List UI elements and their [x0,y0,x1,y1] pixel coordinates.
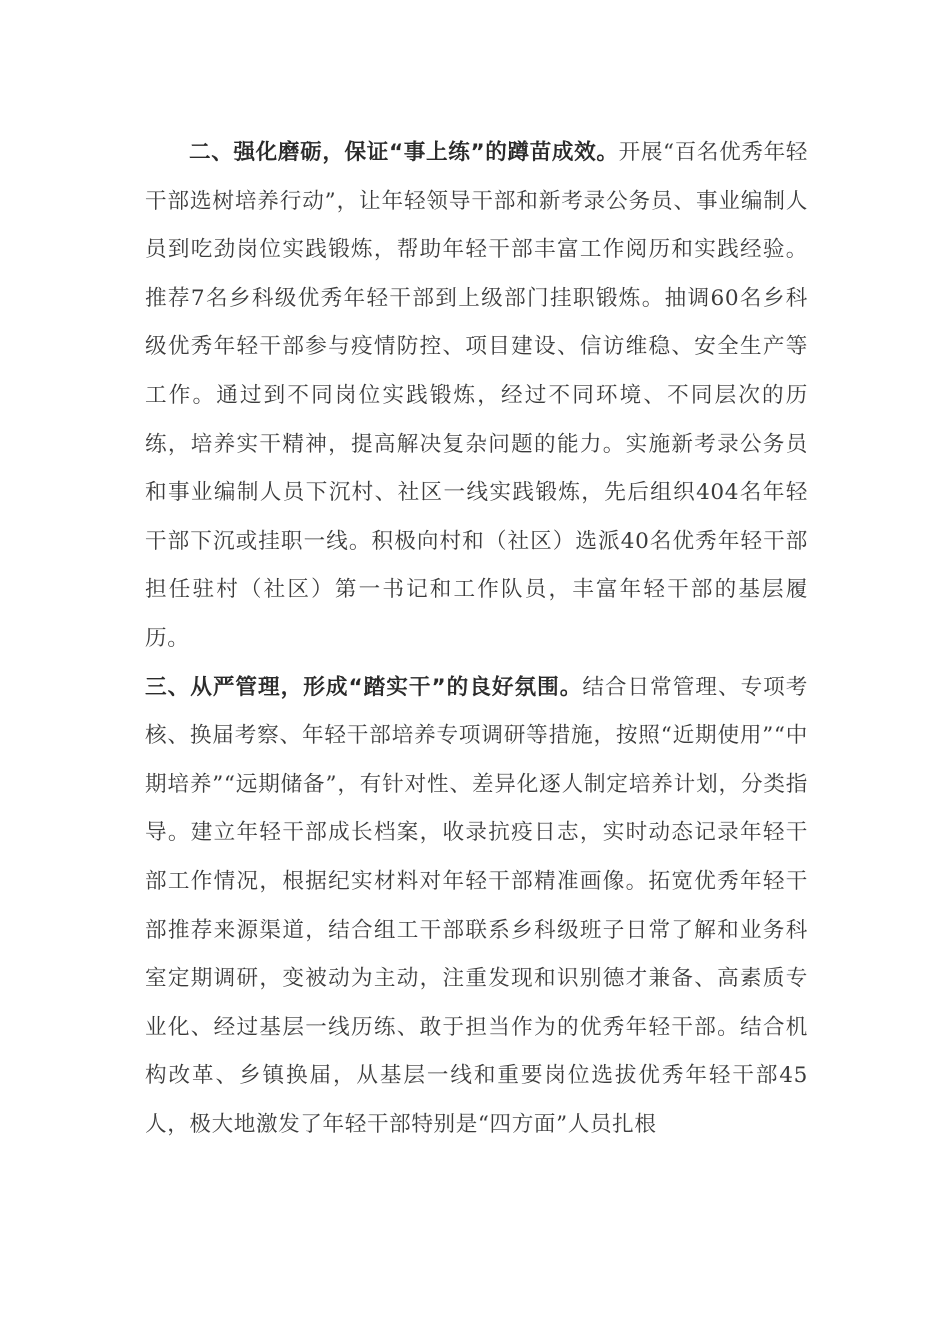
document-body [145,129,808,1149]
paragraph-section-3 [145,664,808,1150]
section-3-body: 结合日常管理、专项考核、换届考察、年轻干部培养专项调研等措施，按照“近期使用”“中期培养”“远期储备”，有针对性、差异化逐人制定培养计划，分类指导。建立年轻干部成长档案，收录抗疫日志，实时动态记录年轻干部工作情况，根据纪实材料对年轻干部精准画像。拓宽优秀年轻干部推荐来源渠道，结合组工干部联系乡科级班子日常了解和业务科室定期调研，变被动为主动，注重发现和识别德才兼备、高素质专业化、经过基层一线历练、敢于担当作为的优秀年轻干部。结合机构改革、乡镇换届，从基层一线和重要岗位选拔优秀年轻干部45人，极大地激发了年轻干部特别是“四方面”人员扎根 [145,674,808,1137]
section-2-heading: 二、强化磨砺，保证“事上练”的蹲苗成效。 [189,140,619,165]
section-2-body: 开展“百名优秀年轻干部选树培养行动”，让年轻领导干部和新考录公务员、事业编制人员到吃劲岗位实践锻炼，帮助年轻干部丰富工作阅历和实践经验。推荐7名乡科级优秀年轻干部到上级部门挂职锻炼。抽调60名乡科级优秀年轻干部参与疫情防控、项目建设、信访维稳、安全生产等工作。通过到不同岗位实践锻炼，经过不同环境、不同层次的历练，培养实干精神，提高解决复杂问题的能力。实施新考录公务员和事业编制人员下沉村、社区一线实践锻炼，先后组织404名年轻干部下沉或挂职一线。积极向村和（社区）选派40名优秀年轻干部担任驻村（社区）第一书记和工作队员，丰富年轻干部的基层履历。 [145,140,808,651]
paragraph-section-2 [145,129,808,664]
section-3-heading: 三、从严管理，形成“踏实干”的良好氛围。 [145,674,583,700]
